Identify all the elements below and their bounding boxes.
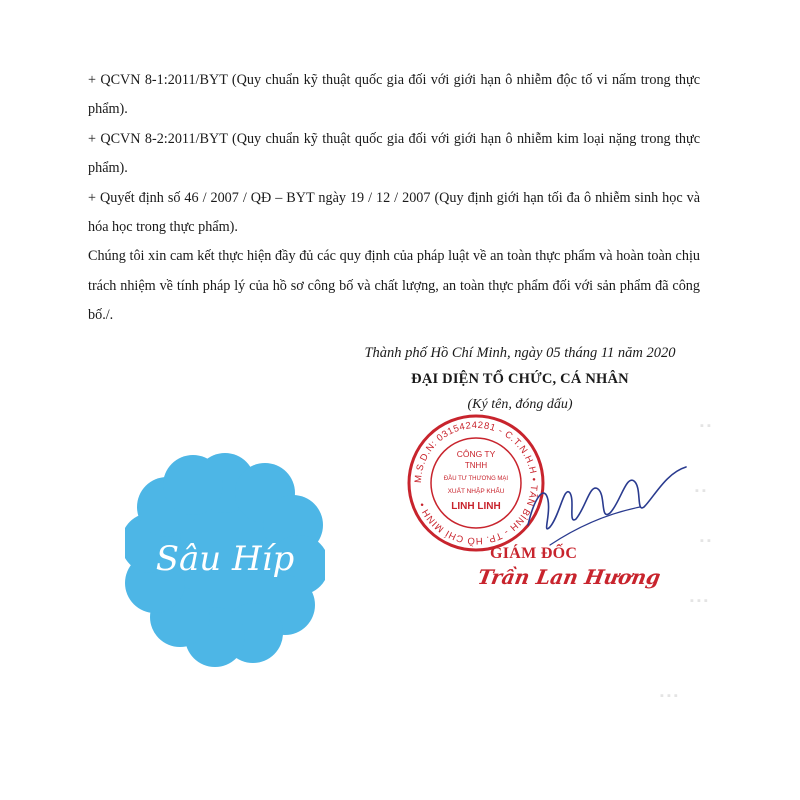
stamp-line-company-name: LINH LINH bbox=[451, 501, 501, 512]
stamp-line-company: CÔNG TY bbox=[456, 449, 496, 459]
bleed-through-mark: ▪ ▪ bbox=[700, 420, 711, 432]
signature-block bbox=[330, 340, 710, 418]
shop-watermark-logo bbox=[125, 445, 325, 670]
sign-stamp-note: (Ký tên, đóng dấu) bbox=[467, 397, 573, 412]
bleed-through-mark: ▪ ▪ bbox=[700, 535, 711, 547]
director-name: Trần Lan Hương bbox=[475, 565, 663, 589]
stamp-outer-text: M.S.D.N: 0315424281 - C.T.N.H.H • TÂN BÌNH - TP. HỒ CHÍ MINH • bbox=[412, 419, 540, 547]
bleed-through-mark: ▪ ▪ bbox=[695, 485, 706, 497]
director-title: GIÁM ĐỐC bbox=[490, 545, 578, 562]
representative-title: ĐẠI DIỆN TỔ CHỨC, CÁ NHÂN bbox=[411, 371, 629, 387]
paragraph-decision-46: + Quyết định số 46 / 2007 / QĐ – BYT ngày 19 / 12 / 2007 (Quy định giới hạn tối đa ô nhiễm sinh học và hóa học trong thực phẩm). bbox=[88, 189, 700, 236]
paragraph-qcvn-8-2: + QCVN 8-2:2011/BYT (Quy chuẩn kỹ thuật quốc gia đối với giới hạn ô nhiễm kim loại nặng trong thực phẩm). bbox=[88, 130, 700, 177]
paragraph-commitment: Chúng tôi xin cam kết thực hiện đầy đủ các quy định của pháp luật về an toàn thực phẩm và hoàn toàn chịu trách nhiệm về tính pháp lý của hồ sơ công bố và chất lượng, an toàn thực phẩm đối với sản phẩm đã công bố./. bbox=[88, 248, 700, 324]
watermark-logo-text: Sâu Híp bbox=[155, 539, 295, 579]
bleed-through-mark: ▪ ▪ ▪ bbox=[660, 690, 678, 702]
stamp-line-tnhh: TNHH bbox=[464, 461, 488, 470]
bleed-through-mark: ▪ ▪ ▪ bbox=[690, 595, 708, 607]
place-date: Thành phố Hồ Chí Minh, ngày 05 tháng 11 năm 2020 bbox=[364, 345, 676, 361]
stamp-line-investment: ĐẦU TƯ THƯƠNG MẠI bbox=[443, 476, 509, 482]
paragraph-qcvn-8-1: + QCVN 8-1:2011/BYT (Quy chuẩn kỹ thuật quốc gia đối với giới hạn ô nhiễm độc tố vi nấm trong thực phẩm). bbox=[88, 72, 700, 118]
document-body bbox=[88, 66, 700, 331]
stamp-line-import-export: XUẤT NHẬP KHẨU bbox=[447, 488, 505, 495]
handwritten-signature-icon bbox=[520, 455, 690, 555]
flower-logo-icon bbox=[125, 445, 325, 670]
